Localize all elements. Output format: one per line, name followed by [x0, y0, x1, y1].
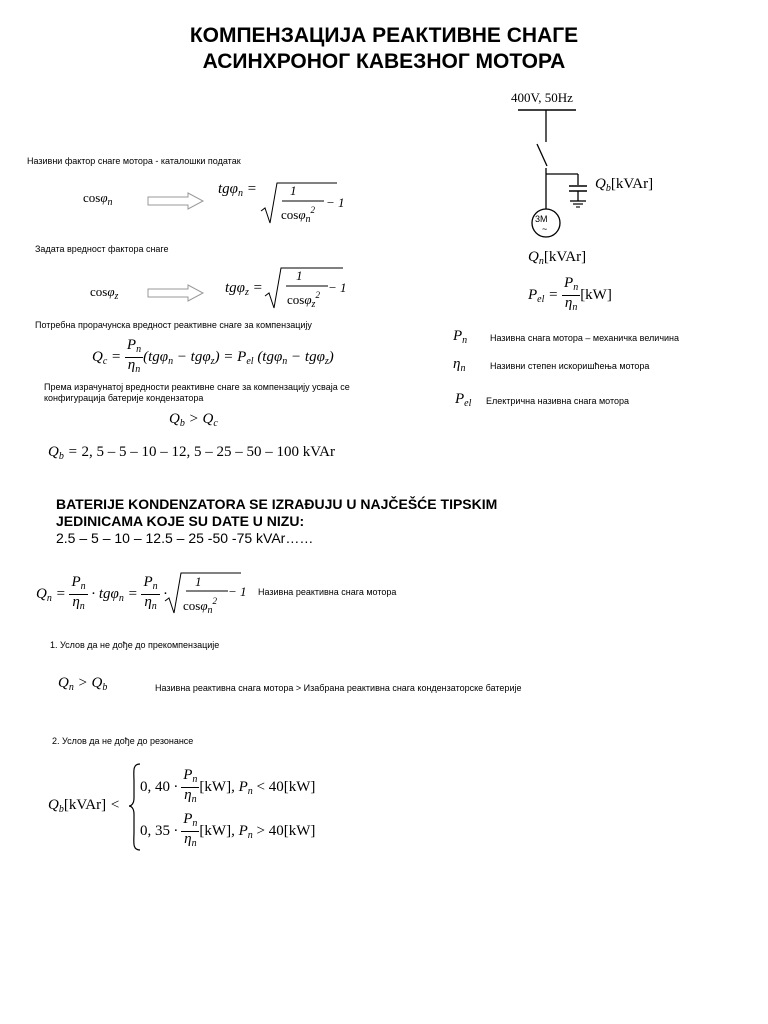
- tg-phi-z-formula: tgφ$_z$ =: [225, 280, 263, 298]
- single-line-diagram: [0, 0, 768, 300]
- condition1-description: Називна реактивна снага мотора > Изабрана реактивна снага кондензаторске батерије: [155, 683, 522, 693]
- pel-symbol: $P_{el}$: [455, 391, 472, 409]
- pn-description: Називна снага мотора – механичка величина: [490, 333, 680, 343]
- numerator-1: 1: [290, 183, 297, 198]
- denominator-1: cosφ$_n^2$: [281, 205, 316, 225]
- denominator-2: cosφ$_z^2$: [287, 290, 320, 310]
- minus-one-2: − 1: [328, 280, 347, 295]
- pn-symbol: $P_n$: [453, 328, 468, 346]
- motor-label: 3M: [535, 214, 548, 224]
- resonance-case-2: 0, 35 · $\frac{P_n}{\eta_n}$ [kW], $P_n > 40[kW]$: [140, 811, 316, 849]
- battery-note-line2: JEDINICAMA KOJE SU DATE U NIZU:: [56, 513, 305, 529]
- nominal-pf-label: Називни фактор снаге мотора - каталошки податак: [27, 156, 241, 166]
- battery-note-line1: BATERIJE KONDENZATORA SE IZRAĐUJU U NAJČEŠĆE TIPSKIM: [56, 496, 498, 512]
- condition2-label: 2. Услов да не дође до резонансе: [52, 736, 194, 746]
- qn-label: $Q_n[kVAr]$: [528, 249, 587, 267]
- qb-kvar: $Q_b[kVAr]$ <: [48, 797, 120, 815]
- motor-tilde: ~: [542, 224, 548, 234]
- qb-label: $Q_b[kVAr]$: [595, 176, 654, 194]
- minus-one-1: − 1: [326, 195, 345, 210]
- qn-description: Називна реактивна снага мотора: [258, 587, 397, 597]
- cos-phi-n: cosφ$_n$: [83, 190, 113, 208]
- qb-gt-qc: $Q_b > Q_c$: [169, 411, 218, 429]
- battery-note-line3: 2.5 – 5 – 10 – 12.5 – 25 -50 -75 kVAr……: [56, 530, 314, 546]
- denominator-3: cosφ$_n^2$: [183, 596, 218, 616]
- qc-formula: $Q_c$ = $\frac{P_n}{\eta_n}$ $(tg\varphi_n - tg\varphi_z) = P_{el}$ (tgφ$_n$ − tgφ$_z$): [92, 337, 334, 375]
- required-q-label: Потребна прорачунска вредност реактивне снаге за компензацију: [35, 320, 312, 330]
- pel-description: Електрична називна снага мотора: [486, 396, 630, 406]
- switch-blade: [537, 144, 547, 166]
- qn-formula: $Q_n$ = $\frac{P_n}{\eta_n}$ · tgφ$_n$ = $\frac{P_n}{\eta_n}$ ·: [36, 574, 168, 612]
- condition1-label: 1. Услов да не дође до прекомпензације: [50, 640, 220, 650]
- arrow-icon: [148, 192, 208, 212]
- adopt-label: Према израчунатој вредности реактивне снаге за компензацију усваја се конфигурација батерије кондензатора: [44, 382, 350, 403]
- minus-one-3: − 1: [228, 584, 247, 599]
- qb-series: $Q_b = 2$, 5 – 5 – 10 – 12, 5 – 25 – 50 – 100 kVAr: [48, 444, 335, 462]
- document-title-line2: АСИНХРОНОГ КАВЕЗНОГ МОТОРА: [202, 50, 566, 73]
- qn-gt-qb: $Q_n > Q_b$: [58, 675, 108, 693]
- cos-phi-z: cosφ$_z$: [90, 284, 119, 302]
- arrow-icon: [148, 284, 208, 304]
- resonance-case-1: 0, 40 · $\frac{P_n}{\eta_n}$ [kW], $P_n < 40[kW]$: [140, 767, 316, 805]
- pel-formula: $P_{el}$ = $\frac{P_n}{\eta_n}$ [kW]: [528, 275, 612, 313]
- set-pf-label: Задата вредност фактора снаге: [35, 244, 169, 254]
- numerator-3: 1: [195, 574, 202, 589]
- tg-phi-n-formula: tgφ$_n$ =: [218, 181, 257, 199]
- supply-voltage-label: 400V, 50Hz: [511, 90, 573, 105]
- document-title-line1: КОМПЕНЗАЦИЈА РЕАКТИВНЕ СНАГЕ: [189, 24, 579, 47]
- eta-description: Називни степен искоришћења мотора: [490, 361, 650, 371]
- numerator-2: 1: [296, 268, 303, 283]
- eta-symbol: $\eta_n$: [453, 356, 466, 374]
